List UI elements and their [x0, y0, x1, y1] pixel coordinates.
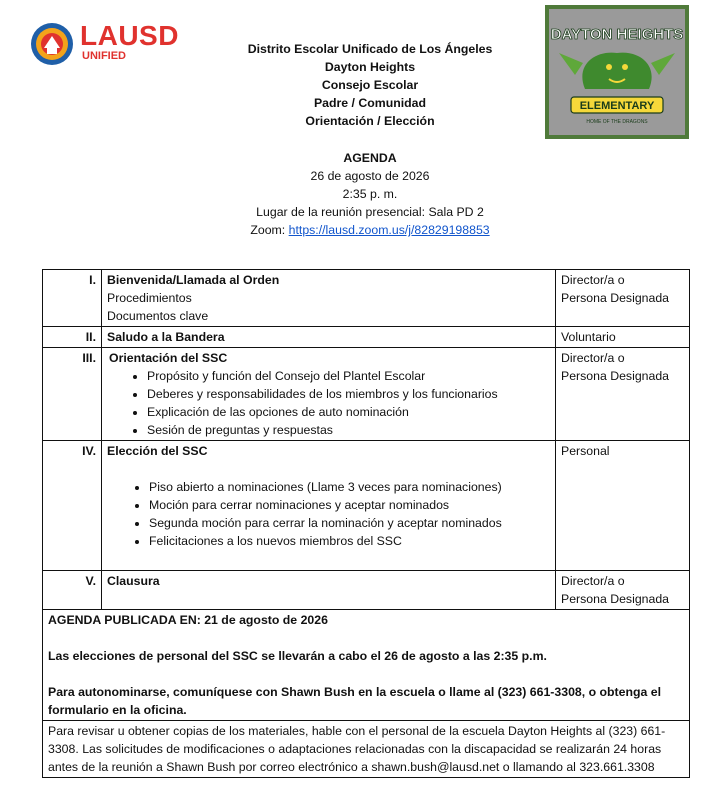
bullet-list	[107, 478, 550, 550]
item-number: V.	[43, 571, 102, 610]
agenda-title: AGENDA	[343, 151, 397, 165]
item-number: II.	[43, 327, 102, 348]
logo-line-2: ELEMENTARY	[579, 100, 655, 112]
list-item: • Segunda moción para cerrar la nominación y aceptar nominados	[149, 514, 550, 532]
item-title: Orientación del SSC	[109, 351, 228, 365]
logo-line-3: HOME OF THE DRAGONS	[586, 119, 648, 125]
presenter-line: Persona Designada	[561, 291, 670, 305]
dayton-heights-logo	[545, 5, 689, 139]
election-notice: Las elecciones de personal del SSC se llevarán a cabo el 26 de agosto a las 2:35 p.m.	[48, 649, 547, 663]
table-row	[43, 441, 690, 571]
item-content	[102, 348, 556, 441]
item-line: Procedimientos	[107, 291, 192, 305]
item-presenter	[556, 327, 690, 348]
footer-row	[43, 610, 690, 721]
bullet-list	[107, 367, 550, 439]
item-content	[102, 270, 556, 327]
list-item: • Deberes y responsabilidades de los miembros y los funcionarios	[147, 385, 550, 403]
table-row	[43, 270, 690, 327]
materials-notice: Para revisar u obtener copias de los materiales, hable con el personal de la escuela Dayton Heights al (323) 661-3308. Las solicitudes de modificaciones o adaptaciones relacionadas con la discapacidad se realizarán 24 horas antes de la reunión a Shawn Bush por correo electrónico a shawn.bush@lausd.net o llamando al 323.661.3308	[43, 721, 690, 778]
item-presenter	[556, 441, 690, 571]
list-item: • Propósito y función del Consejo del Plantel Escolar	[147, 367, 550, 385]
list-item: • Felicitaciones a los nuevos miembros del SSC	[149, 532, 550, 550]
table-row	[43, 327, 690, 348]
item-title: Saludo a la Bandera	[107, 330, 225, 344]
lausd-seal-icon	[30, 22, 74, 66]
meeting-date: 26 de agosto de 2026	[310, 169, 430, 183]
meeting-type: Orientación / Elección	[305, 114, 435, 128]
meeting-time: 2:35 p. m.	[342, 187, 398, 201]
list-item: • Sesión de preguntas y respuestas	[147, 421, 550, 439]
item-content	[102, 327, 556, 348]
item-number: I.	[43, 270, 102, 327]
agenda-info	[150, 149, 590, 239]
zoom-link[interactable]: https://lausd.zoom.us/j/82829198853	[288, 223, 490, 237]
agenda-table	[42, 269, 690, 778]
table-row	[43, 348, 690, 441]
item-presenter	[556, 348, 690, 441]
list-item: • Explicación de las opciones de auto nominación	[147, 403, 550, 421]
lausd-logo	[30, 22, 195, 68]
item-line: Documentos clave	[107, 309, 209, 323]
list-item: • Piso abierto a nominaciones (Llame 3 veces para nominaciones)	[149, 478, 550, 496]
zoom-label: Zoom:	[250, 223, 289, 237]
self-nomination-notice: Para autonominarse, comuníquese con Shawn Bush en la escuela o llame al (323) 661-3308, o obtenga el formulario en la oficina.	[48, 685, 662, 717]
item-number: IV.	[43, 441, 102, 571]
district-name: Distrito Escolar Unificado de Los Ángeles	[247, 42, 493, 56]
audience: Padre / Comunidad	[313, 96, 427, 110]
presenter-line: Personal	[561, 444, 610, 458]
item-title: Elección del SSC	[107, 444, 208, 458]
presenter-line: Director/a o	[561, 351, 625, 365]
item-content	[102, 441, 556, 571]
table-row	[43, 571, 690, 610]
item-content	[102, 571, 556, 610]
presenter-line: Voluntario	[561, 330, 616, 344]
logo-line-1: DAYTON HEIGHTS	[550, 26, 684, 43]
school-name: Dayton Heights	[324, 60, 416, 74]
lausd-wordmark: LAUSD	[80, 20, 179, 51]
item-presenter	[556, 571, 690, 610]
presenter-line: Persona Designada	[561, 369, 670, 383]
meeting-location: Lugar de la reunión presencial: Sala PD 2	[256, 205, 484, 219]
lausd-unified-label: UNIFIED	[82, 50, 126, 62]
posted-date: AGENDA PUBLICADA EN: 21 de agosto de 2026	[48, 613, 328, 627]
item-title: Bienvenida/Llamada al Orden	[107, 273, 280, 287]
footer-notices	[43, 610, 690, 721]
presenter-line: Persona Designada	[561, 592, 670, 606]
zoom-line	[150, 221, 590, 239]
footer-row	[43, 721, 690, 778]
item-presenter	[556, 270, 690, 327]
item-number: III.	[43, 348, 102, 441]
presenter-line: Director/a o	[561, 574, 625, 588]
document-header	[180, 40, 560, 130]
council-name: Consejo Escolar	[321, 78, 419, 92]
item-title: Clausura	[107, 574, 160, 588]
list-item: • Moción para cerrar nominaciones y aceptar nominados	[149, 496, 550, 514]
presenter-line: Director/a o	[561, 273, 625, 287]
